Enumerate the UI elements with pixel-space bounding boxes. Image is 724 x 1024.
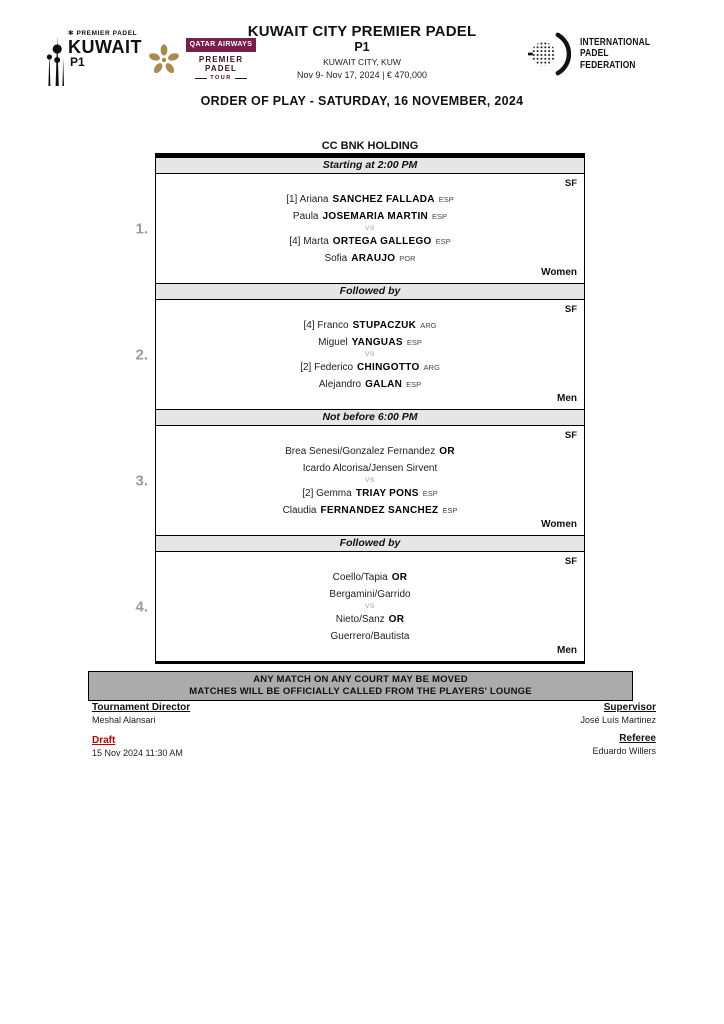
player-line: Paula JOSEMARIA MARTIN ESP	[292, 210, 448, 222]
match-teams	[156, 317, 584, 393]
round-label: SF	[564, 430, 577, 441]
event-dates-prize: Nov 9- Nov 17, 2024 | € 470,000	[297, 70, 427, 80]
player-line: Sofia ARAUJO POR	[324, 252, 416, 264]
player-line: Coello/Tapia OR	[332, 571, 408, 583]
match-body	[135, 174, 584, 283]
player-line: Bergamini/Garrido	[329, 588, 411, 600]
category-label: Women	[541, 519, 577, 530]
match-block	[135, 283, 584, 409]
team-1	[156, 191, 584, 225]
team-1	[156, 317, 584, 351]
player-line: [4] Marta ORTEGA GALLEGO ESP	[289, 235, 451, 247]
match-schedule-text: Not before 6:00 PM	[322, 411, 418, 423]
match-block	[135, 409, 584, 535]
referee-label: Referee	[619, 733, 656, 744]
notice-box	[88, 671, 633, 701]
ipf-ball-icon	[528, 30, 576, 78]
supervisor-name: José Luís Martinez	[580, 715, 656, 725]
court-name: CC BNK HOLDING	[321, 140, 419, 152]
notice-line-1: ANY MATCH ON ANY COURT MAY BE MOVED	[253, 674, 468, 685]
match-body	[135, 552, 584, 661]
referee-name: Eduardo Willers	[592, 746, 656, 756]
order-of-play-table	[135, 153, 585, 664]
event-category: P1	[354, 40, 370, 54]
match-schedule-row	[156, 158, 584, 174]
draft-label: Draft	[92, 735, 116, 746]
player-line: [2] Gemma TRIAY PONS ESP	[302, 487, 438, 499]
match-schedule-text: Followed by	[339, 537, 401, 549]
team-2	[156, 359, 584, 393]
team-2	[156, 611, 584, 645]
team-1	[156, 443, 584, 477]
vs-label: VS	[365, 350, 375, 358]
match-number: 1.	[135, 220, 148, 237]
team-2	[156, 485, 584, 519]
tournament-director-label: Tournament Director	[92, 702, 191, 713]
notice-line-2: MATCHES WILL BE OFFICIALLY CALLED FROM THE PLAYERS' LOUNGE	[189, 685, 532, 697]
match-number: 2.	[135, 346, 148, 363]
match-body	[135, 300, 584, 409]
player-line: [4] Franco STUPACZUK ARG	[303, 319, 437, 331]
match-number: 4.	[135, 598, 148, 615]
match-block	[135, 535, 584, 661]
event-title: KUWAIT CITY PREMIER PADEL	[247, 23, 477, 40]
order-of-play-title: ORDER OF PLAY - SATURDAY, 16 NOVEMBER, 2024	[200, 94, 524, 108]
tournament-director-name: Meshal Alansari	[92, 715, 156, 725]
player-line: Guerrero/Bautista	[330, 630, 410, 642]
player-line: Alejandro GALAN ESP	[318, 378, 422, 390]
player-line: Brea Senesi/Gonzalez Fernandez OR	[285, 445, 455, 457]
round-label: SF	[564, 304, 577, 315]
vs-label: VS	[365, 602, 375, 610]
category-label: Women	[541, 267, 577, 278]
supervisor-label: Supervisor	[603, 702, 656, 713]
footer-left	[92, 702, 190, 759]
premier-padel-label: PREMIER PADEL	[198, 55, 244, 73]
match-teams	[156, 569, 584, 645]
kuwait-p1-logo	[45, 30, 142, 86]
p1-wordmark: P1	[70, 55, 85, 69]
match-schedule-row	[156, 409, 584, 426]
match-number: 3.	[135, 472, 148, 489]
match-schedule-text: Followed by	[339, 285, 401, 297]
premier-padel-wordmark: ✻ PREMIER PADEL	[68, 30, 138, 37]
event-header	[202, 24, 522, 80]
kuwait-p1-logo-text	[68, 30, 142, 69]
match-schedule-row	[156, 283, 584, 300]
match-teams	[156, 443, 584, 519]
ipf-wordmark: INTERNATIONAL PADEL FEDERATION	[580, 36, 651, 71]
player-line: [1] Ariana SANCHEZ FALLADA ESP	[286, 193, 454, 205]
player-line: Claudia FERNANDEZ SANCHEZ ESP	[282, 504, 458, 516]
draft-datetime: 15 Nov 2024 11:30 AM	[92, 748, 183, 758]
event-location: KUWAIT CITY, KUW	[323, 57, 401, 67]
premier-padel-star-icon: ✻	[68, 30, 75, 37]
category-label: Men	[557, 393, 577, 404]
player-line: [2] Federico CHINGOTTO ARG	[300, 361, 440, 373]
tour-label: TOUR	[186, 75, 256, 81]
kuwait-wordmark: KUWAIT	[68, 37, 142, 57]
player-line: Miguel YANGUAS ESP	[318, 336, 422, 348]
vs-label: VS	[365, 224, 375, 232]
match-body	[135, 426, 584, 535]
gold-flower-icon	[146, 42, 182, 78]
kuwait-towers-icon	[45, 36, 65, 86]
ipf-logo	[528, 30, 664, 78]
player-line: Nieto/Sanz OR	[335, 613, 405, 625]
footer-right	[580, 702, 656, 757]
match-schedule-text: Starting at 2:00 PM	[322, 159, 418, 171]
qatar-airways-label: QATAR AIRWAYS	[186, 38, 256, 52]
team-1	[156, 569, 584, 603]
round-label: SF	[564, 178, 577, 189]
match-teams	[156, 191, 584, 267]
round-label: SF	[564, 556, 577, 567]
match-schedule-row	[156, 535, 584, 552]
category-label: Men	[557, 645, 577, 656]
team-2	[156, 233, 584, 267]
vs-label: VS	[365, 476, 375, 484]
match-block	[135, 158, 584, 283]
player-line: Icardo Alcorisa/Jensen Sirvent	[302, 462, 438, 474]
